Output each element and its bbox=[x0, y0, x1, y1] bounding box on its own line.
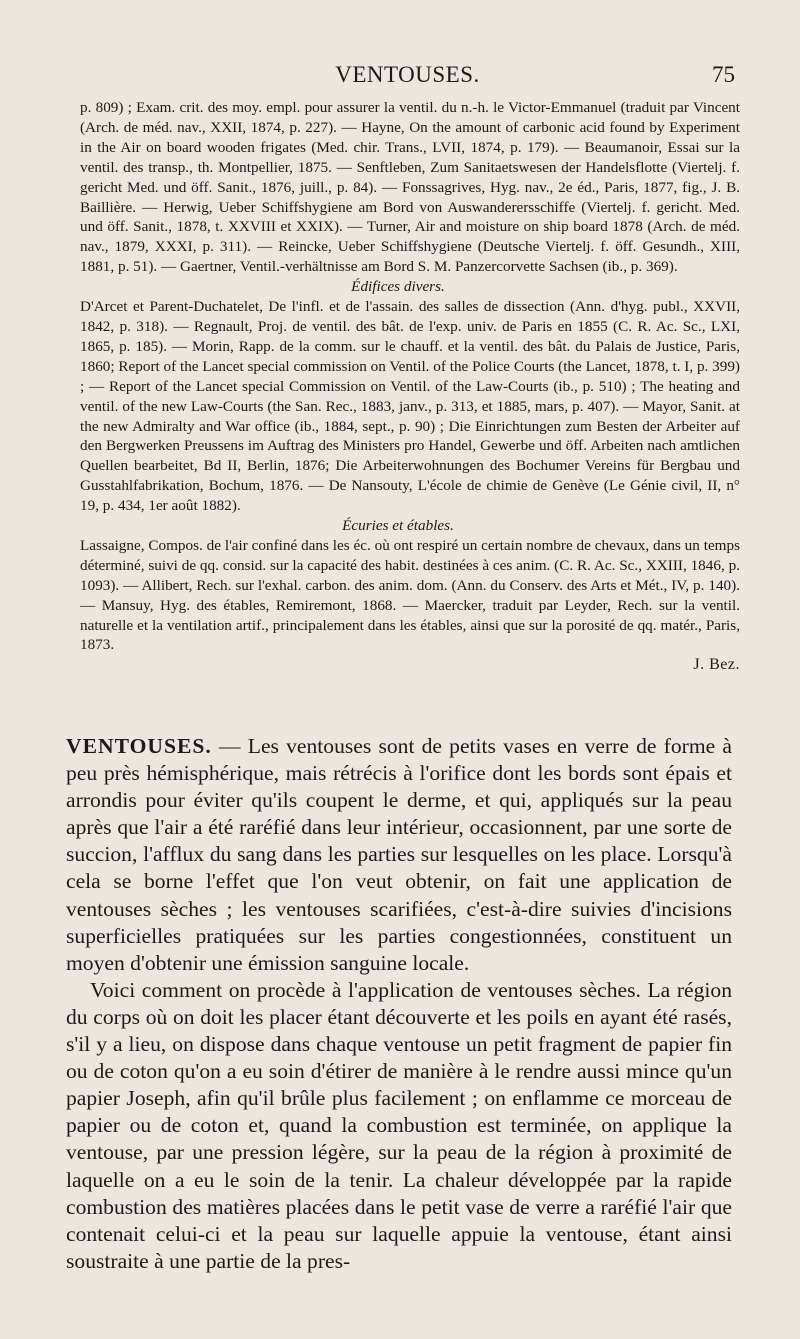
article-paragraph-1 bbox=[66, 733, 732, 977]
bibliography-edifices-entries: D'Arcet et Parent-Duchatelet, De l'infl. et de l'assain. des salles de dissection (Ann. d'hyg. publ., XXVII, 1842, p. 318). — Regnault, Proj. de ventil. des bât. de l'exp. univ. de Paris en 1855 (C. R. Ac. Sc., LXI, 1865, p. 185). — Morin, Rapp. de la comm. sur le chauff. et la ventil. des bât. du Palais de Justice, Paris, 1860; Report of the Lancet special commission on Ventil. of the Police Courts (the Lancet, 1878, t. I, p. 399) ; — Report of the Lancet special Commission on Ventil. of the Law-Courts (ib., p. 510) ; The heating and ventil. of the new Law-Courts (the San. Rec., 1883, janv., p. 313, et 1885, mars, p. 407). — Mayor, Sanit. at the new Admiralty and War office (ib., 1884, sept., p. 90) ; Die Einrichtungen zum Besten der Arbeiter auf den Bergwerken Preussens im Auftrag des Ministers pro Handel, Gewerbe und öff. Arbeiten nach amtlichen Quellen bearbeitet, Bd II, Berlin, 1876; Die Arbeiterwohnungen des Bochumer Vereins für Bergbau und Gusstahlfabrikation, Bochum, 1876. — De Nansouty, L'école de chimie de Genève (Le Génie civil, II, n° 19, p. 434, 1er août 1882). bbox=[80, 298, 740, 515]
article-paragraph-2: Voici comment on procède à l'application de ventouses sèches. La région du corps où on doit les placer étant découverte et les poils en ayant été rasés, s'il y a lieu, on dispose dans chaque ventouse un petit fragment de papier fin ou de coton qu'on a eu soin d'étirer de manière à le rendre aussi mince qu'un papier Joseph, afin qu'il brûle plus facilement ; on enflamme ce morceau de papier ou de coton et, quand la combustion est terminée, on applique la ventouse, par une pression légère, sur la peau de la région à proximité de laquelle on a eu le soin de la tenir. La chaleur développée par la rapide combustion des matières placées dans le petit vase de verre a raréfié l'air que contenait celui-ci et la peau sur laquelle appuie la ventouse, étant ainsi soustraite à une partie de la pres- bbox=[66, 977, 732, 1273]
bibliography-ship-entries: p. 809) ; Exam. crit. des moy. empl. pour assurer la ventil. du n.-h. le Victor-Emmanuel (traduit par Vincent (Arch. de méd. nav., XXII, 1874, p. 227). — Hayne, On the amount of carbonic acid found by Experiment in the Air on board wooden frigates (Med. chir. Trans., LVII, 1874, p. 179). — Beaumanoir, Essai sur la ventil. des transp., th. Montpellier, 1875. — Senftleben, Zum Sanitaetswesen der Handelsflotte (Viertelj. f. gericht Med. und öff. Sanit., 1876, juill., p. 84). — Fonssagrives, Hyg. nav., 2e éd., Paris, 1877, fig., J. B. Baillière. — Herwig, Ueber Schiffshygiene am Bord von Auswanderersschiffe (Viertelj. f. gericht. Med. und öff. Sanit., 1878, t. XXVIII et XXIX). — Turner, Air and moisture on ship board 1878 (Arch. de méd. nav., 1879, XXXI, p. 311). — Reincke, Ueber Schiffshygiene (Deutsche Viertelj. f. öff. Gesundh., XIII, 1881, p. 51). — Gaertner, Ventil.-verhältnisse am Bord S. M. Panzercorvette Sachsen (ib., p. 369). bbox=[80, 99, 740, 276]
running-title: VENTOUSES. bbox=[335, 62, 480, 87]
author-signature: J. Bez. bbox=[693, 656, 740, 674]
subheading-ecuries: Écuries et étables. bbox=[342, 517, 454, 535]
page-header bbox=[80, 62, 735, 92]
article-body bbox=[66, 733, 732, 1275]
paragraph-1-text: — Les ventouses sont de petits vases en verre de forme à peu près hémisphérique, mais rétrécis à l'orifice dont les bords sont épais et arrondis pour éviter qu'ils coupent le derme, et qui, appliqués sur la peau après que l'air a été raréfié dans leur intérieur, occasionnent, par une sorte de succion, l'afflux du sang dans les parties sur lesquelles on les place. Lorsqu'à cela se borne l'effet que l'on veut obtenir, on fait une application de ventouses sèches ; les ventouses scarifiées, c'est-à-dire suivies d'incisions superficielles pratiquées sur les parties congestionnées, constituent un moyen d'obtenir une émission sanguine locale. bbox=[66, 734, 732, 975]
subheading-edifices: Édifices divers. bbox=[351, 278, 445, 296]
article-headword: VENTOUSES. bbox=[66, 734, 212, 758]
bibliography-block bbox=[80, 98, 740, 675]
page-number: 75 bbox=[712, 62, 735, 87]
bibliography-ecuries-entries: Lassaigne, Compos. de l'air confiné dans les éc. où ont respiré un certain nombre de chevaux, dans un temps déterminé, suivi de qq. consid. sur la capacité des habit. destinées à ces anim. (C. R. Ac. Sc., XXIII, 1846, p. 1093). — Allibert, Rech. sur l'exhal. carbon. des anim. dom. (Ann. du Conserv. des Arts et Mét., IV, p. 140). — Mansuy, Hyg. des étables, Remiremont, 1868. — Maercker, traduit par Leyder, Rech. sur la ventil. naturelle et la ventilation artif., principalement dans les étables, ainsi que sur la porosité de qq. matér., Paris, 1873. bbox=[80, 536, 740, 654]
